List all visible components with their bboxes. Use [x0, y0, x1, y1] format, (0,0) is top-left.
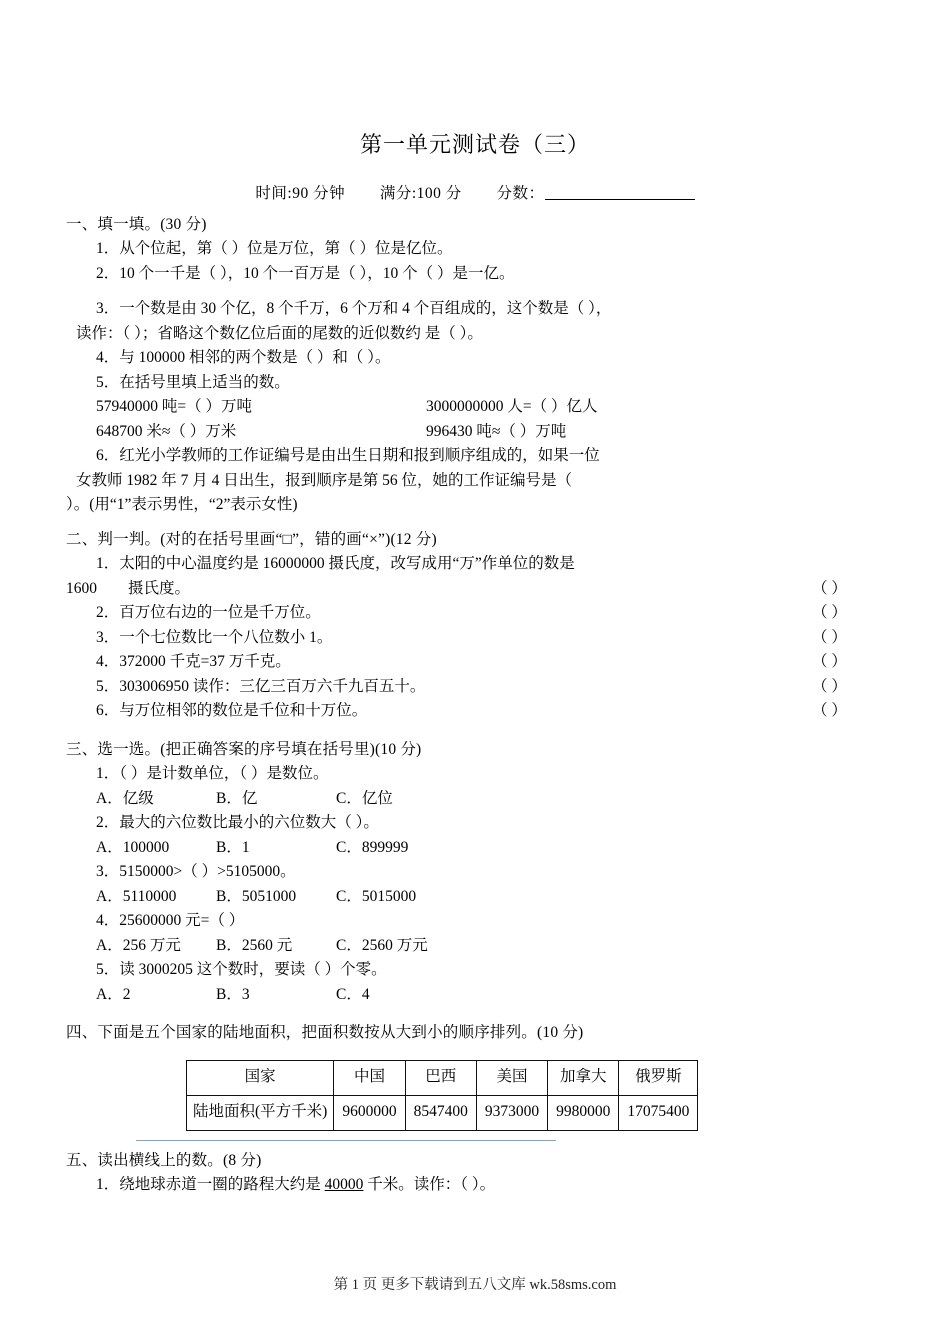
table-cell-usa-area: 9373000	[476, 1095, 547, 1130]
q2-2	[96, 601, 884, 625]
area-table	[186, 1060, 698, 1131]
q1-3-line1: 3．一个数是由 30 个亿，8 个千万，6 个万和 4 个百组成的，这个数是（ ），	[96, 300, 612, 318]
q3-2-stem: 2．最大的六位数比最小的六位数大（ ）。	[96, 814, 379, 832]
q3-5-option-a[interactable]: A．2	[96, 985, 131, 1003]
q3-1-stem: 1．（ ）是计数单位，（ ）是数位。	[96, 765, 329, 783]
page-title: 第一单元测试卷（三）	[359, 132, 590, 157]
q1-5-c: 648700 米≈（ ）万米	[96, 422, 237, 440]
meta-time: 时间:90 分钟	[255, 185, 346, 202]
q3-2-options	[96, 836, 884, 860]
q3-2-option-a[interactable]: A．100000	[96, 838, 170, 856]
q1-6-line1: 6．红光小学教师的工作证编号是由出生日期和报到顺序组成的，如果一位	[96, 447, 600, 465]
q1-2: 2．10 个一千是（ ），10 个一百万是（ ），10 个（ ）是一亿。	[96, 264, 515, 282]
table-row-header	[187, 1060, 698, 1095]
q2-6-answer-paren[interactable]: （ ）	[812, 702, 847, 720]
q3-2-option-b[interactable]: B．1	[216, 838, 250, 856]
q3-5-option-b[interactable]: B．3	[216, 985, 250, 1003]
table-header-canada: 加拿大	[548, 1060, 619, 1095]
exam-meta	[0, 181, 950, 203]
q1-6-line3: ）。(用“1”表示男性，“2”表示女性)	[66, 496, 298, 514]
q3-1-option-c[interactable]: C．亿位	[336, 789, 393, 807]
q2-6	[96, 699, 884, 723]
q2-3-answer-paren[interactable]: （ ）	[812, 628, 847, 646]
q1-5-row-2	[96, 420, 884, 444]
q5-1-pre: 1．绕地球赤道一圈的路程大约是	[96, 1175, 325, 1193]
table-header-brazil: 巴西	[405, 1060, 476, 1095]
q2-1-line1: 1．太阳的中心温度约是 16000000 摄氏度，改写成用“万”作单位的数是	[96, 555, 575, 573]
meta-total: 满分:100 分	[379, 185, 462, 202]
q2-1-line2	[66, 577, 884, 601]
q3-3-option-a[interactable]: A．5110000	[96, 887, 177, 905]
q3-5-stem: 5．读 3000205 这个数时，要读（ ）个零。	[96, 961, 387, 979]
q3-3-option-c[interactable]: C．5015000	[336, 887, 417, 905]
q3-5-option-c[interactable]: C．4	[336, 985, 370, 1003]
q2-4-answer-paren[interactable]: （ ）	[812, 653, 847, 671]
q2-2-text: 2．百万位右边的一位是千万位。	[96, 604, 321, 622]
section-1-heading: 一、填一填。(30 分)	[66, 216, 207, 233]
q2-3-text: 3．一个七位数比一个八位数小 1。	[96, 628, 333, 646]
table-row	[187, 1095, 698, 1130]
q2-3	[96, 626, 884, 650]
q5-1	[96, 1173, 884, 1197]
q2-5-text: 5．303006950 读作：三亿三百万六千九百五十。	[96, 677, 426, 695]
page-footer: 第 1 页 更多下载请到五八文库 wk.58sms.com	[333, 1277, 617, 1293]
q3-4-options	[96, 934, 884, 958]
table-cell-canada-area: 9980000	[548, 1095, 619, 1130]
q5-1-post: 千米。读作：（ ）。	[363, 1175, 496, 1193]
section-5-heading: 五、读出横线上的数。(8 分)	[66, 1151, 262, 1169]
q3-5-options	[96, 983, 884, 1007]
table-cell-russia-area: 17075400	[619, 1095, 698, 1130]
q2-1-text2: 1600 摄氏度。	[66, 579, 191, 597]
q3-3-stem: 3．5150000>（ ）>5105000。	[96, 863, 296, 881]
section-2-heading: 二、判一判。(对的在括号里画“□”，错的画“×”)(12 分)	[66, 530, 437, 548]
q1-5: 5．在括号里填上适当的数。	[96, 373, 290, 391]
q3-1-option-b[interactable]: B．亿	[216, 789, 258, 807]
q3-3-option-b[interactable]: B．5051000	[216, 887, 297, 905]
answer-rule-line[interactable]	[136, 1139, 556, 1141]
q2-5	[96, 675, 884, 699]
table-header-usa: 美国	[476, 1060, 547, 1095]
q3-1-options	[96, 787, 884, 811]
table-header-country: 国家	[187, 1060, 334, 1095]
q3-3-options	[96, 885, 884, 909]
exam-body	[66, 213, 884, 1197]
q1-5-b: 3000000000 人=（ ）亿人	[426, 398, 598, 416]
table-header-russia: 俄罗斯	[619, 1060, 698, 1095]
q3-4-option-b[interactable]: B．2560 元	[216, 936, 293, 954]
q3-4-option-c[interactable]: C．2560 万元	[336, 936, 428, 954]
q2-4	[96, 650, 884, 674]
q1-6-line2: 女教师 1982 年 7 月 4 日出生，报到顺序是第 56 位，她的工作证编号是（	[76, 471, 573, 489]
q2-5-answer-paren[interactable]: （ ）	[812, 677, 847, 695]
q5-1-number: 40000	[324, 1175, 364, 1193]
score-blank[interactable]	[545, 185, 695, 200]
q1-5-d: 996430 吨≈（ ）万吨	[426, 422, 567, 440]
table-header-china: 中国	[334, 1060, 405, 1095]
q1-3-line2: 读作：（ ）；省略这个数亿位后面的尾数的近似数约 是（ ）。	[76, 324, 483, 342]
table-cell-china-area: 9600000	[334, 1095, 405, 1130]
q2-2-answer-paren[interactable]: （ ）	[812, 604, 847, 622]
q3-1-option-a[interactable]: A．亿级	[96, 789, 154, 807]
q1-4: 4．与 100000 相邻的两个数是（ ）和（ ）。	[96, 349, 391, 367]
q3-2-option-c[interactable]: C．899999	[336, 838, 409, 856]
q2-6-text: 6．与万位相邻的数位是千位和十万位。	[96, 702, 368, 720]
section-3-heading: 三、选一选。(把正确答案的序号填在括号里)(10 分)	[66, 740, 422, 758]
q1-5-row-1	[96, 395, 884, 419]
table-row-label-area: 陆地面积(平方千米)	[187, 1095, 334, 1130]
table-cell-brazil-area: 8547400	[405, 1095, 476, 1130]
q1-1: 1．从个位起，第（ ）位是万位，第（ ）位是亿位。	[96, 240, 453, 258]
q2-4-text: 4．372000 千克=37 万千克。	[96, 653, 291, 671]
meta-score-label: 分数：	[496, 185, 545, 202]
q3-4-stem: 4．25600000 元=（ ）	[96, 912, 245, 930]
q3-4-option-a[interactable]: A．256 万元	[96, 936, 181, 954]
q2-1-answer-paren[interactable]: （ ）	[812, 579, 847, 597]
section-4-heading: 四、下面是五个国家的陆地面积，把面积数按从大到小的顺序排列。(10 分)	[66, 1024, 584, 1042]
q1-5-a: 57940000 吨=（ ）万吨	[96, 398, 252, 416]
